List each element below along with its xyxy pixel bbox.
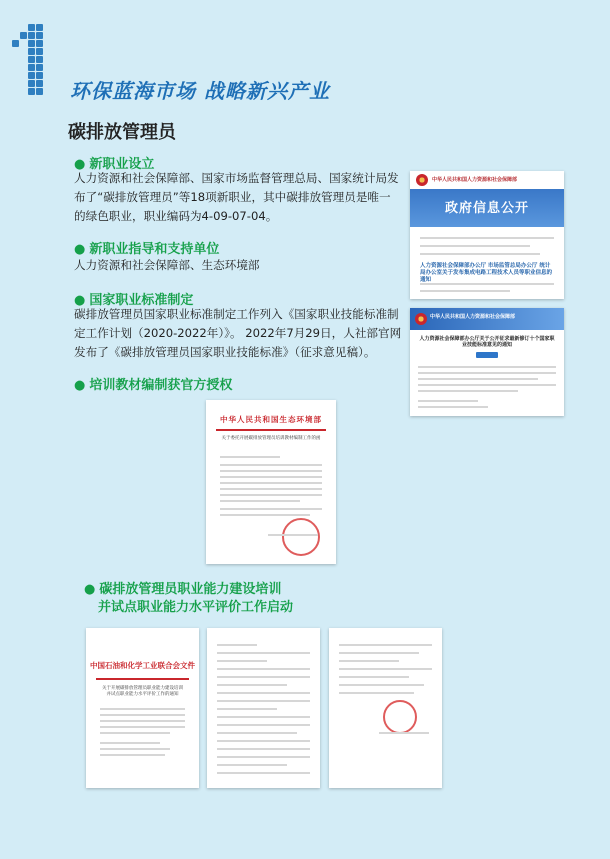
section-heading-textbook: ● 培训教材编制获官方授权	[74, 378, 233, 393]
section-text-support-units: 人力资源和社会保障部、生态环境部	[74, 258, 260, 272]
gov-info-screenshot	[410, 171, 564, 299]
mohrss-article-screenshot	[410, 308, 564, 416]
section-heading-new-occupation: ● 新职业设立	[74, 157, 155, 172]
bullet-icon: ●	[84, 582, 96, 597]
ecology-letter-title: 关于委托开展碳排放管理员培训教材编制工作的函	[221, 436, 321, 441]
section-heading-standard: ● 国家职业标准制定	[74, 293, 194, 308]
official-seal-icon	[383, 700, 417, 734]
gov-site-header: 中华人民共和国人力资源和社会保障部	[410, 171, 564, 189]
federation-title: 关于开展碳排放管理员职业能力建设培训并试点职业能力水平评价工作的通知	[102, 686, 183, 697]
mohrss-site-name: 中华人民共和国人力资源和社会保障部	[430, 314, 516, 320]
gov-banner-title: 政府信息公开	[444, 201, 529, 216]
bottom-heading-line2: 并试点职业能力水平评价工作启动	[98, 600, 294, 615]
gov-notice-title: 人力资源社会保障部办公厅 市场监管总局办公厅 统计局办公室关于发布集成电路工程技术人员等职业信息的通知	[420, 263, 553, 283]
bullet-icon: ●	[74, 157, 86, 172]
section-number-graphic	[12, 24, 46, 104]
section-heading-support-units: ● 新职业指导和支持单位	[74, 242, 220, 257]
ecology-letter-header: 中华人民共和国生态环境部	[220, 415, 322, 424]
federation-document-page-1	[86, 628, 199, 788]
section-text-new-occupation: 人力资源和社会保障部、国家市场监督管理总局、国家统计局发布了“碳排放管理员”等18项新职业，其中碳排放管理员是唯一的绿色职业，职业编码为4-09-07-04。	[74, 171, 399, 223]
section-text-standard: 碳排放管理员国家职业标准制定工作列入《国家职业技能标准制定工作计划（2020-2022年）》。 2022年7月29日，人社部官网发布了《碳排放管理员国家职业技能标准》（征求意见稿）。	[74, 307, 402, 359]
bullet-icon: ●	[74, 378, 86, 393]
bullet-icon: ●	[74, 242, 86, 257]
bottom-heading: ● 碳排放管理员职业能力建设培训	[84, 582, 282, 597]
national-emblem-icon	[416, 174, 428, 186]
ecology-letter-thumbnail	[206, 400, 336, 564]
official-seal-icon	[282, 518, 320, 556]
page-subtitle: 碳排放管理员	[68, 122, 176, 143]
bullet-icon: ●	[74, 293, 86, 308]
federation-document-page-2	[207, 628, 320, 788]
federation-header: 中国石油和化学工业联合会文件	[90, 661, 195, 670]
federation-document-page-3	[329, 628, 442, 788]
page-headline: 环保蓝海市场 战略新兴产业	[70, 79, 330, 103]
mohrss-article-title: 人力资源社会保障部办公厅关于公开征求最新修订十个国家职业技能标准意见的通知	[419, 336, 555, 348]
national-emblem-icon	[415, 313, 427, 325]
share-button[interactable]	[476, 352, 498, 358]
